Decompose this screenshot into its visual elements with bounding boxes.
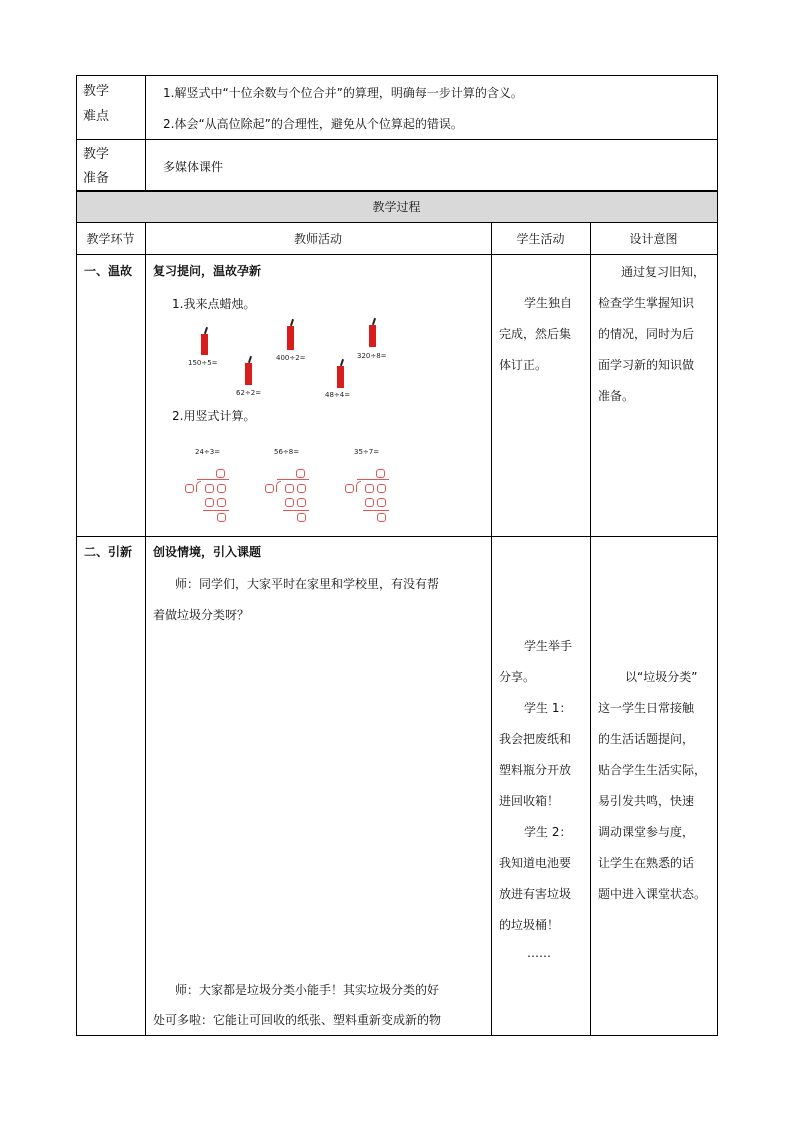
section2-heading: 创设情境，引入课题 xyxy=(153,545,262,559)
dividend-box xyxy=(297,484,306,493)
section2-teacher-line: 着做垃圾分类呀？ xyxy=(153,608,250,622)
section2-student-line: 我会把废纸和 xyxy=(499,732,572,746)
section2-student-line: 学生 2： xyxy=(524,825,572,839)
candle-icon xyxy=(337,366,344,388)
answer-box xyxy=(296,469,305,478)
section2-teacher-line: 师：同学们，大家平时在家里和学校里，有没有帮 xyxy=(175,577,440,591)
table-border-left xyxy=(76,75,77,1036)
subtract-bar xyxy=(363,510,389,511)
section2-stage: 二、引新 xyxy=(84,545,133,559)
dividend-box xyxy=(205,484,214,493)
vertical-problem-label: 35÷7= xyxy=(354,448,380,456)
section2-student-line: …… xyxy=(527,946,551,960)
candle-label: 320÷8= xyxy=(357,352,387,360)
section1-student-line: 完成，然后集 xyxy=(499,327,572,341)
candle-icon xyxy=(369,325,376,347)
row-divider xyxy=(76,254,718,255)
vertical-problem-label: 24÷3= xyxy=(195,448,221,456)
candle-icon xyxy=(245,363,252,385)
table-border-top xyxy=(76,75,718,76)
col-divider xyxy=(145,75,146,191)
section2-student-line: 塑料瓶分开放 xyxy=(499,763,572,777)
division-bar xyxy=(277,479,309,480)
section2-student-line: 进回收箱！ xyxy=(499,794,560,808)
product-box xyxy=(285,498,294,507)
remainder-box xyxy=(377,513,386,522)
row-divider xyxy=(76,536,718,537)
division-bar xyxy=(197,479,229,480)
divisor-box xyxy=(185,484,194,493)
preparation-content: 多媒体课件 xyxy=(163,160,224,174)
section2-intent-line: 调动课堂参与度， xyxy=(598,825,695,839)
section1-student-line: 学生独自 xyxy=(524,296,573,310)
header-teacher: 教师活动 xyxy=(293,232,342,246)
division-bracket xyxy=(196,481,201,492)
header-intent: 设计意图 xyxy=(629,232,678,246)
dividend-box xyxy=(217,484,226,493)
division-bar xyxy=(357,479,389,480)
divisor-box xyxy=(345,484,354,493)
difficulty-label-line2: 难点 xyxy=(83,109,110,124)
vertical-problem-label: 56÷8= xyxy=(274,448,300,456)
col-divider xyxy=(145,222,146,1036)
row-divider xyxy=(76,190,718,192)
remainder-box xyxy=(217,513,226,522)
section1-intent-line: 面学习新的知识做 xyxy=(598,358,695,372)
answer-box xyxy=(376,469,385,478)
candle-label: 48÷4= xyxy=(325,391,351,399)
section2-student-line: 放进有害垃圾 xyxy=(499,887,572,901)
dividend-box xyxy=(285,484,294,493)
section2-intent-line: 这一学生日常接触 xyxy=(598,701,695,715)
division-bracket xyxy=(356,481,361,492)
product-box xyxy=(217,498,226,507)
preparation-label-line1: 教学 xyxy=(83,147,110,162)
candle-label: 150÷5= xyxy=(188,359,218,367)
product-box xyxy=(297,498,306,507)
table-border-bottom xyxy=(76,1035,718,1036)
section2-intent-line: 易引发共鸣，快速 xyxy=(598,794,695,808)
section2-intent-line: 题中进入课堂状态。 xyxy=(598,887,707,901)
product-box xyxy=(377,498,386,507)
remainder-box xyxy=(297,513,306,522)
section2-student-line: 分享。 xyxy=(499,670,536,684)
col-divider xyxy=(590,222,591,1036)
product-box xyxy=(365,498,374,507)
header-student: 学生活动 xyxy=(516,232,565,246)
section1-task2: 2.用竖式计算。 xyxy=(172,409,256,423)
difficulty-label-line1: 教学 xyxy=(83,84,110,99)
section2-student-line: 学生 1： xyxy=(524,701,572,715)
row-divider xyxy=(76,222,718,223)
section1-student-line: 体订正。 xyxy=(499,358,548,372)
section2-teacher-line: 处可多啦：它能让可回收的纸张、塑料重新变成新的物 xyxy=(153,1013,442,1027)
candle-label: 62÷2= xyxy=(236,389,262,397)
section2-student-line: 我知道电池要 xyxy=(499,856,572,870)
candle-icon xyxy=(201,334,208,355)
table-border-right xyxy=(717,75,718,1036)
section1-intent-line: 通过复习旧知， xyxy=(621,265,706,279)
section1-heading: 复习提问，温故孕新 xyxy=(153,264,262,278)
divisor-box xyxy=(265,484,274,493)
difficulty-item-1: 1.解竖式中“十位余数与个位合并”的算理，明确每一步计算的含义。 xyxy=(163,86,523,100)
division-bracket xyxy=(276,481,281,492)
section2-student-line: 的垃圾桶！ xyxy=(499,918,560,932)
section2-student-line: 学生举手 xyxy=(524,639,573,653)
product-box xyxy=(205,498,214,507)
dividend-box xyxy=(365,484,374,493)
section1-intent-line: 的情况，同时为后 xyxy=(598,327,695,341)
section2-intent-line: 让学生在熟悉的话 xyxy=(598,856,695,870)
row-divider xyxy=(76,139,718,140)
section2-intent-line: 的生活话题提问， xyxy=(598,732,695,746)
section1-stage: 一、温故 xyxy=(84,264,133,278)
header-stage: 教学环节 xyxy=(86,232,135,246)
section1-task1: 1.我来点蜡烛。 xyxy=(172,297,256,311)
section2-intent-line: 以“垃圾分类” xyxy=(625,670,698,684)
section2-teacher-line: 师：大家都是垃圾分类小能手！其实垃圾分类的好 xyxy=(175,983,440,997)
col-divider xyxy=(491,222,492,1036)
preparation-label-line2: 准备 xyxy=(83,171,110,186)
section1-intent-line: 检查学生掌握知识 xyxy=(598,296,695,310)
process-title: 教学过程 xyxy=(372,200,421,214)
answer-box xyxy=(216,469,225,478)
section1-intent-line: 准备。 xyxy=(598,389,635,403)
dividend-box xyxy=(377,484,386,493)
subtract-bar xyxy=(283,510,309,511)
subtract-bar xyxy=(203,510,229,511)
candle-label: 400÷2= xyxy=(276,354,306,362)
difficulty-item-2: 2.体会“从高位除起”的合理性，避免从个位算起的错误。 xyxy=(163,117,463,131)
section2-intent-line: 贴合学生生活实际， xyxy=(598,763,707,777)
candle-icon xyxy=(287,326,294,350)
